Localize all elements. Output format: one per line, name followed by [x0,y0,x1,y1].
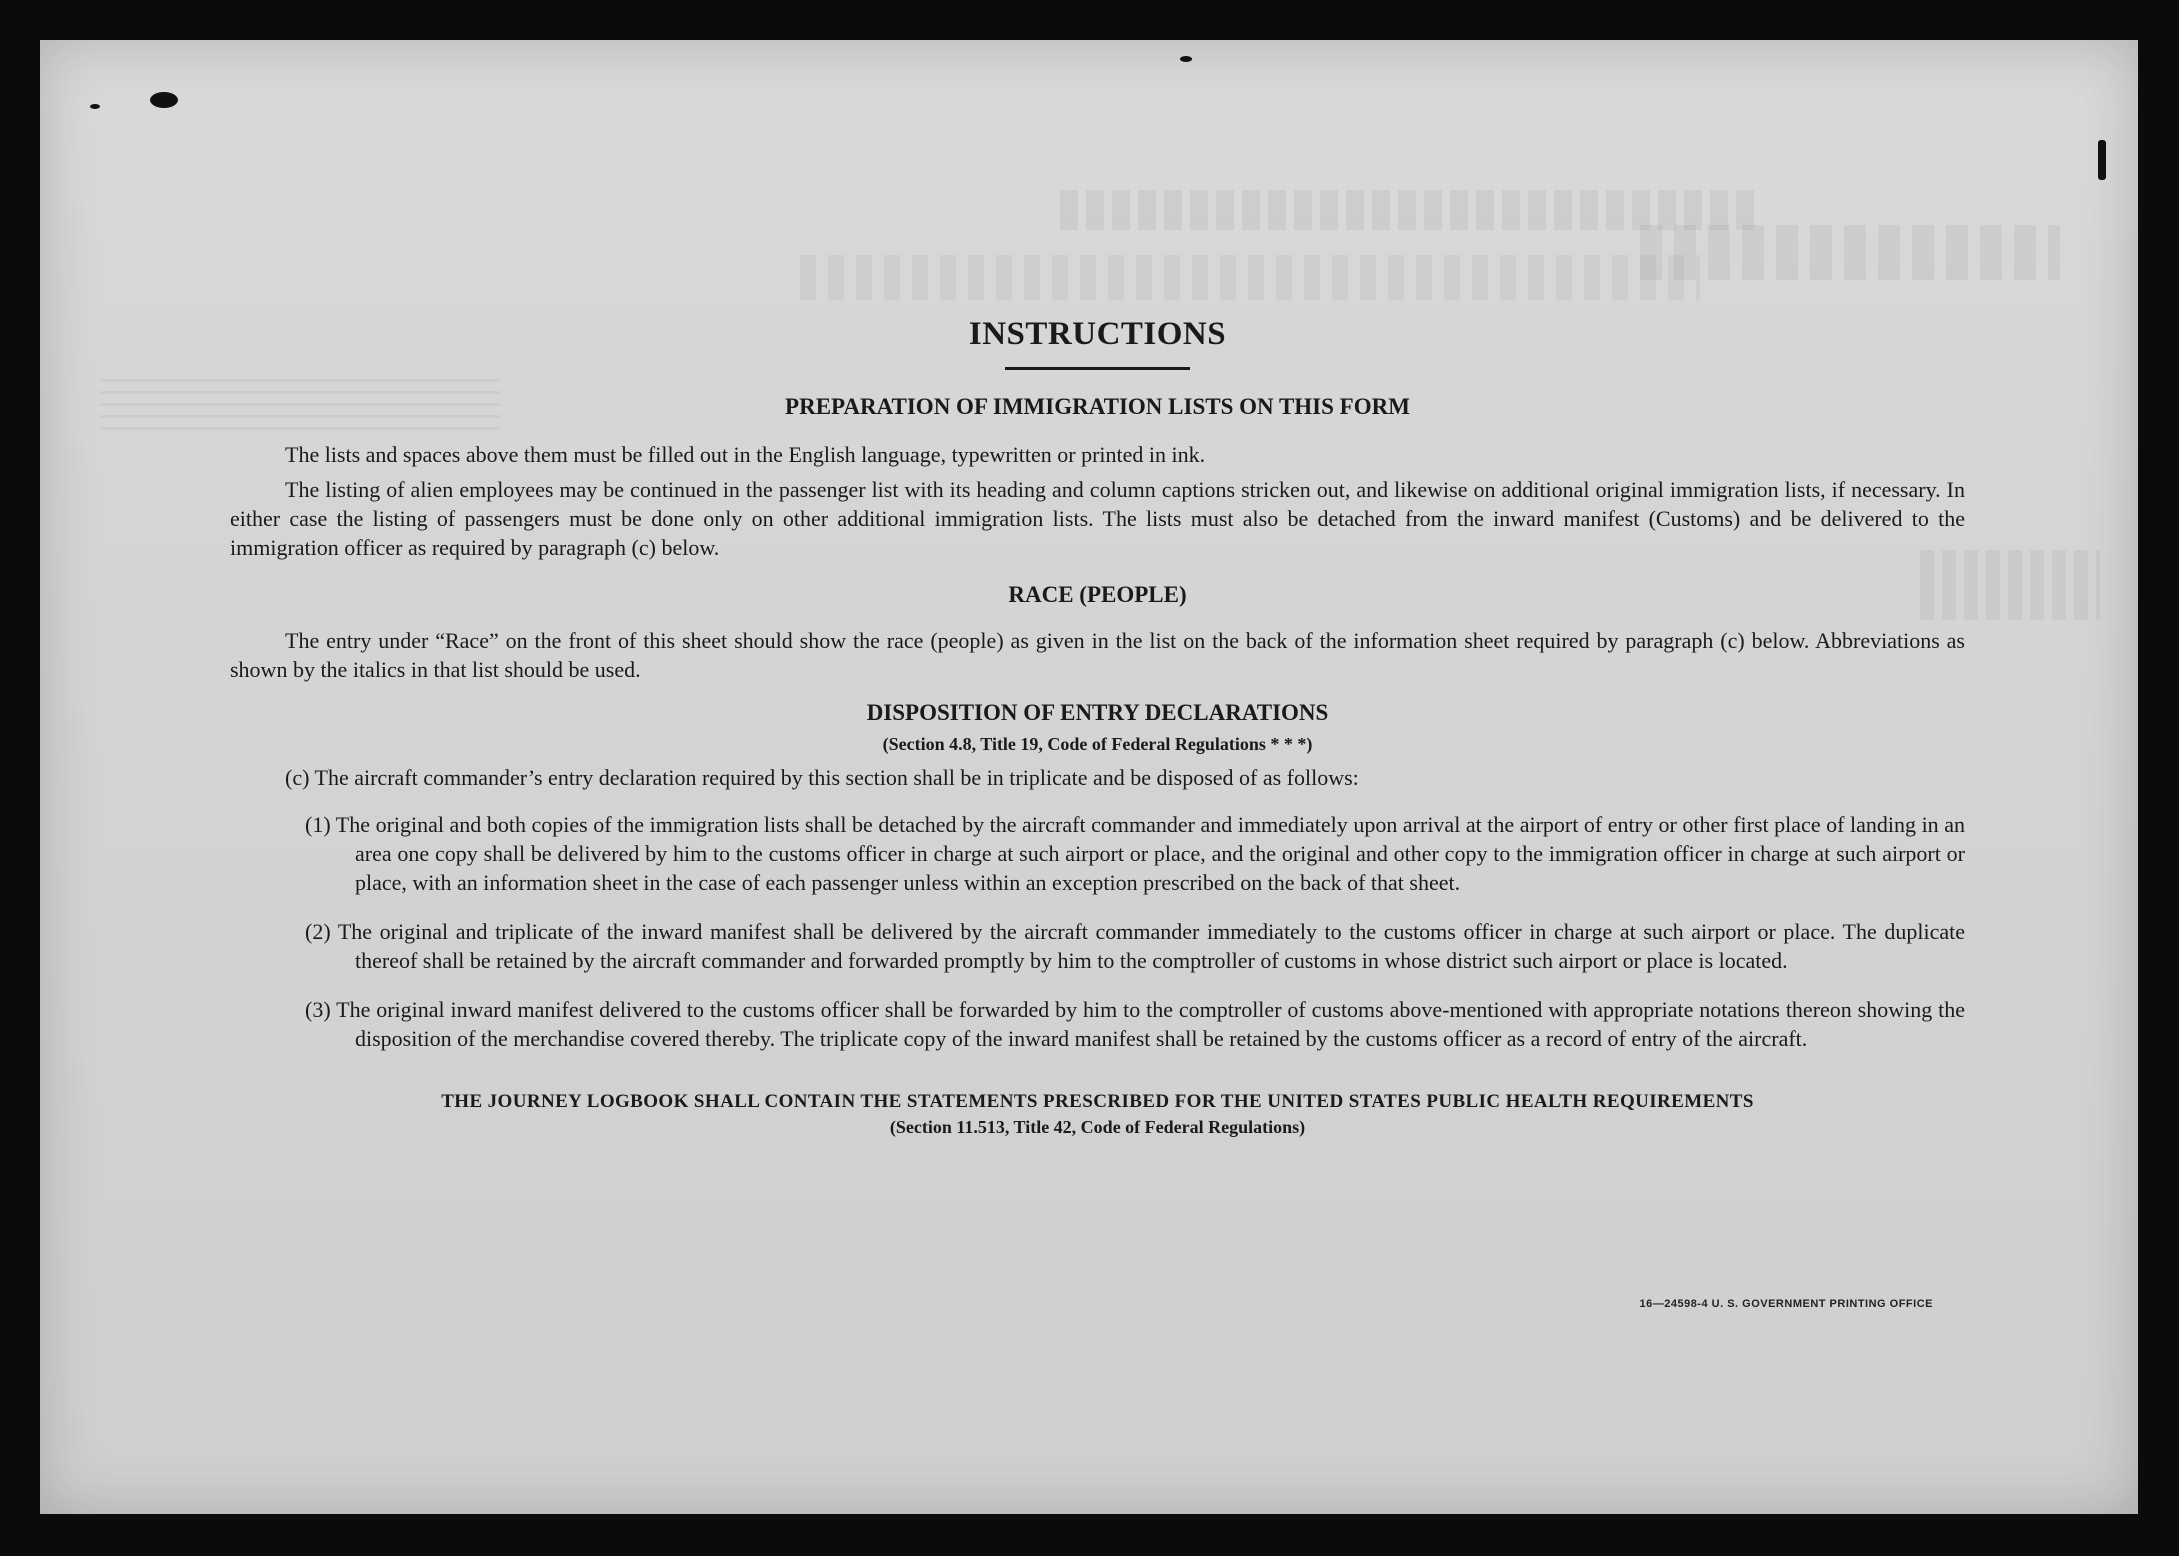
section-heading-disposition: DISPOSITION OF ENTRY DECLARATIONS [866,700,1329,725]
document-page [40,40,2138,1514]
section-heading-preparation: PREPARATION OF IMMIGRATION LISTS ON THIS FORM [785,394,1410,419]
paragraph-race: The entry under “Race” on the front of this sheet should show the race (people) as given in the list on the back of the information sheet required by paragraph (c) below. Abbreviations as shown by the italics in that list should be used. [230,628,1965,682]
paragraph-language: The lists and spaces above them must be filled out in the English language, typewritten or printed in ink. [285,442,1206,467]
ink-blot [150,92,178,108]
page-title: INSTRUCTIONS [968,316,1227,352]
ink-blot [90,104,100,109]
title-underline [1005,367,1190,370]
paragraph-c-intro: (c) The aircraft commander’s entry declaration required by this section shall be in triplicate and be disposed of as follows: [285,765,1359,790]
ink-blot [2098,140,2106,180]
reverse-bleed-through [1640,225,2060,280]
footer-citation: (Section 11.513, Title 42, Code of Federal Regulations) [889,1117,1306,1137]
footer-health-statement: THE JOURNEY LOGBOOK SHALL CONTAIN THE STATEMENTS PRESCRIBED FOR THE UNITED STATES PUBLIC HEALTH REQUIREMENTS [441,1091,1754,1112]
paragraph-alien-employees: The listing of alien employees may be continued in the passenger list with its heading and column captions stricken out, and likewise on additional original immigration lists, if necessary. In either case the listing of passengers must be done only on other additional immigration lists. The lists must also be detached from the inward manifest (Customs) and be delivered to the immigration officer as required by paragraph (c) below. [230,477,1965,560]
instructions-body [230,276,1965,1138]
reverse-bleed-through [1060,190,1760,230]
list-item-3: (3) The original inward manifest delivered to the customs officer shall be forwarded by him to the comptroller of customs above-mentioned with appropriate notations thereon showing the disposition of the merchandise covered thereby. The triplicate copy of the inward manifest shall be retained by the customs officer as a record of entry of the aircraft. [305,997,1965,1051]
section-heading-race: RACE (PEOPLE) [1008,582,1187,607]
ink-blot [1180,56,1192,62]
section-citation: (Section 4.8, Title 19, Code of Federal Regulations * * *) [882,734,1313,754]
list-item-2: (2) The original and triplicate of the inward manifest shall be delivered by the aircraft commander immediately to the customs officer in charge at such airport or place. The duplicate thereof shall be retained by the aircraft commander and forwarded promptly by him to the comptroller of customs in whose district such airport or place is located. [305,919,1965,973]
printing-office-code: 16—24598-4 U. S. GOVERNMENT PRINTING OFFICE [1639,1298,1933,1310]
list-item-1: (1) The original and both copies of the immigration lists shall be detached by the aircraft commander and immediately upon arrival at the airport of entry or other first place of landing in an area one copy shall be delivered by him to the customs officer in charge at such airport or place, and the original and other copy to the immigration officer in charge at such airport or place, with an information sheet in the case of each passenger unless within an exception prescribed on the back of that sheet. [305,812,1965,895]
